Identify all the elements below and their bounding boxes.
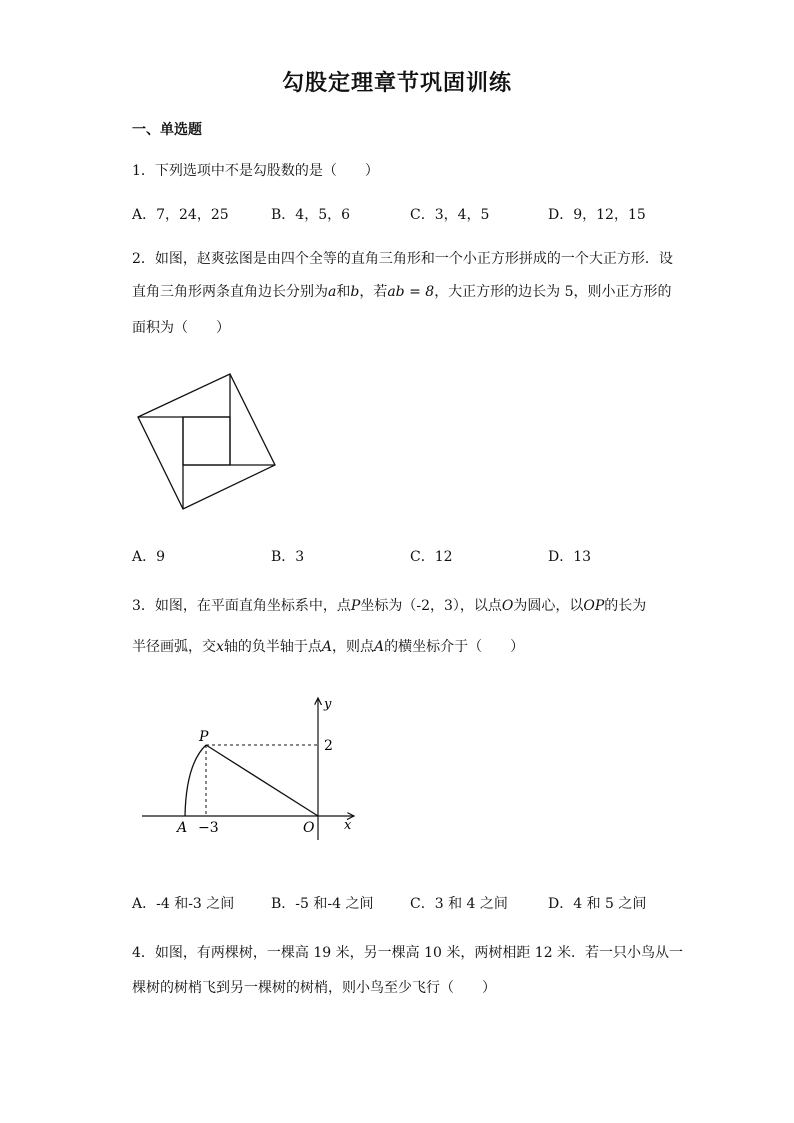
q2-option-d[interactable]: D．13 — [548, 549, 592, 565]
q2-option-a[interactable]: A．9 — [132, 549, 166, 565]
q2-text: ，若 — [359, 284, 388, 300]
q3-text: ，则点 — [332, 639, 375, 655]
inner-square — [183, 417, 230, 465]
q4-stem-line1: 4．如图，有两棵树，一棵高 19 米，另一棵高 10 米，两树相距 12 米．若一只小鸟从一 — [132, 945, 684, 961]
q3-option-b[interactable]: B．-5 和-4 之间 — [271, 896, 374, 912]
q2-text: 直角三角形两条直角边长分别为 — [132, 284, 328, 300]
q2-var-a: a — [328, 284, 337, 300]
q2-text: 和 — [336, 284, 351, 300]
q4-stem-line2: 棵树的树梢飞到另一棵树的树梢，则小鸟至少飞行（ ） — [132, 980, 496, 996]
q1-option-a[interactable]: A．7，24，25 — [132, 207, 229, 223]
q1-option-d[interactable]: D．9，12，15 — [548, 207, 646, 223]
label-p: P — [199, 729, 209, 745]
q2-stem-line1: 2．如图，赵爽弦图是由四个全等的直角三角形和一个小正方形拼成的一个大正方形．设 — [132, 251, 673, 267]
q2-text: ，大正方形的边长为 5，则小正方形的 — [434, 284, 672, 300]
q3-point-a: A — [374, 639, 385, 655]
q3-stem-line1 — [132, 595, 646, 615]
section-heading: 一、单选题 — [132, 122, 202, 138]
label-x: x — [344, 818, 352, 833]
q3-text: 轴的负半轴于点 — [223, 639, 322, 655]
q2-option-c[interactable]: C．12 — [410, 549, 453, 565]
q3-point-p: P — [350, 598, 361, 614]
outer-square — [138, 374, 275, 509]
q3-text: 坐标为（-2，3），以点 — [360, 598, 502, 614]
page-title: 勾股定理章节巩固训练 — [281, 70, 512, 96]
label-a: A — [177, 820, 188, 836]
segment-op — [206, 745, 318, 816]
q3-point-a: A — [321, 639, 333, 655]
q3-option-c[interactable]: C．3 和 4 之间 — [410, 896, 508, 912]
q1-option-b[interactable]: B．4，5，6 — [271, 207, 351, 223]
q2-option-b[interactable]: B．3 — [271, 549, 305, 565]
q2-equation: ab = 8 — [387, 284, 435, 300]
q3-option-a[interactable]: A．-4 和-3 之间 — [132, 896, 235, 912]
q3-text: 半径画弧，交 — [132, 639, 216, 655]
q1-option-c[interactable]: C．3，4，5 — [410, 207, 490, 223]
q2-var-b: b — [350, 284, 360, 300]
label-o: O — [303, 820, 315, 836]
q3-point-o: O — [501, 598, 514, 614]
tick-x-minus-3: −3 — [198, 820, 219, 836]
label-y: y — [324, 697, 332, 712]
q3-option-d[interactable]: D．4 和 5 之间 — [548, 896, 647, 912]
arc — [185, 745, 206, 816]
q1-stem: 1．下列选项中不是勾股数的是（ ） — [132, 163, 379, 179]
q3-segment-op: OP — [583, 598, 605, 614]
q3-text: 的长为 — [604, 598, 647, 614]
q2-stem-line2 — [132, 281, 672, 301]
q3-text: 为圆心，以 — [513, 598, 584, 614]
coordinate-figure — [140, 690, 370, 840]
q3-text: 3．如图，在平面直角坐标系中，点 — [132, 598, 351, 614]
q3-text: 的横坐标介于（ ） — [384, 639, 525, 655]
tick-y-2: 2 — [324, 738, 333, 754]
q3-stem-line2 — [132, 636, 524, 656]
zhao-shuang-figure — [130, 368, 280, 513]
q3-x-axis: x — [216, 639, 224, 655]
q2-stem-line3: 面积为（ ） — [132, 320, 230, 336]
